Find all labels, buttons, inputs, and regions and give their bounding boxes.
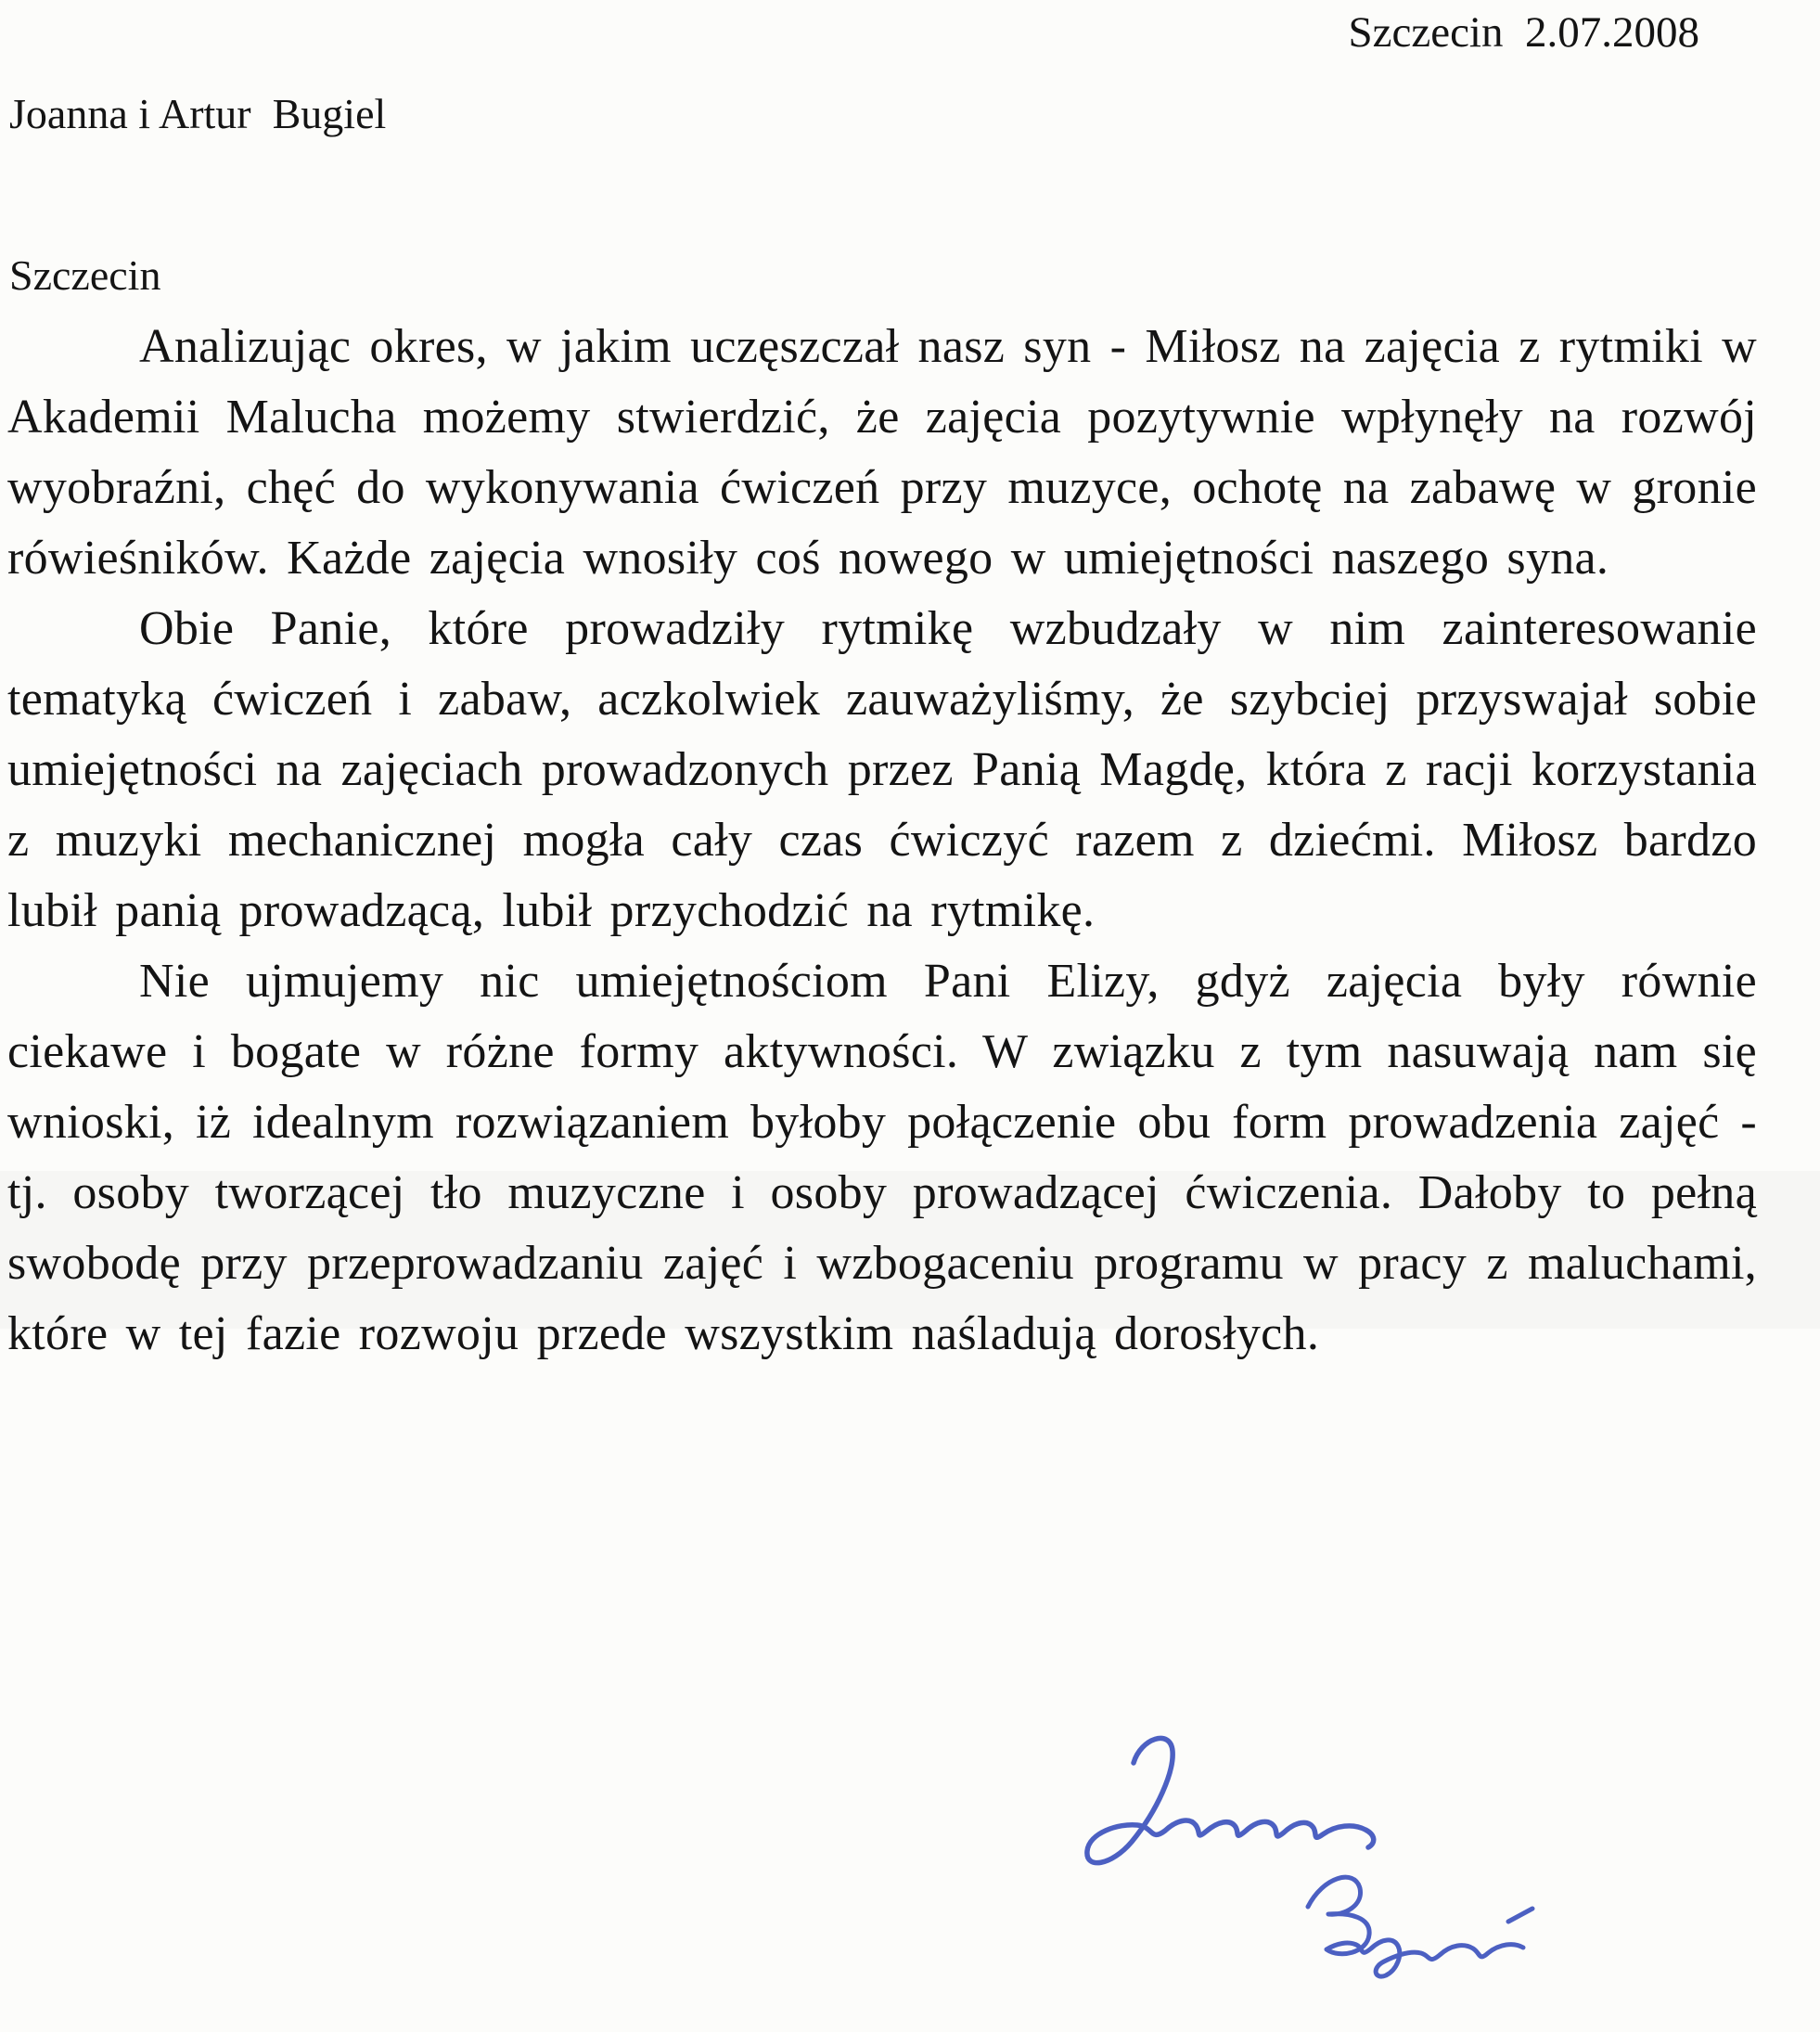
sender-names: Joanna i Artur Bugiel <box>9 90 387 137</box>
paragraph-3: Nie ujmujemy nic umiejętnościom Pani Elizy, gdyż zajęcia były równie ciekawe i bogate w różne formy aktywności. W związku z tym nasuwają nam się wnioski, iż idealnym rozwiązaniem byłoby połączenie obu form prowadzenia zajęć - tj. osoby tworzącej tło muzyczne i osoby prowadzącej ćwiczenia. Dałoby to pełną swobodę przy przeprowadzaniu zajęć i wzbogaceniu programu w pracy z maluchami, które w tej fazie rozwoju przede wszystkim naśladują dorosłych. <box>7 955 1757 1360</box>
letter-body <box>7 312 1757 1370</box>
signature-line1-joanna <box>1087 1738 1374 1862</box>
place-and-date: Szczecin 2.07.2008 <box>1348 8 1699 57</box>
signature-ink-svg <box>1030 1721 1605 2000</box>
signature-stroke-bugiel <box>1308 1877 1523 1976</box>
signature-line2-bugiel <box>1308 1877 1532 1976</box>
sender-city: Szczecin <box>9 251 161 299</box>
signature-accent-mark <box>1508 1909 1532 1922</box>
paragraph-2: Obie Panie, które prowadziły rytmikę wzbudzały w nim zainteresowanie tematyką ćwiczeń i zabaw, aczkolwiek zauważyliśmy, że szybciej przyswajał sobie umiejętności na zajęciach prowadzonych przez Panią Magdę, która z racji korzystania z muzyki mechanicznej mogła cały czas ćwiczyć razem z dziećmi. Miłosz bardzo lubił panią prowadzącą, lubił przychodzić na rytmikę. <box>7 602 1757 937</box>
signature-stroke-joanna <box>1087 1738 1374 1862</box>
handwritten-signature <box>1030 1721 1605 2000</box>
paragraph-1: Analizując okres, w jakim uczęszczał nasz syn - Miłosz na zajęcia z rytmiki w Akademii Malucha możemy stwierdzić, że zajęcia pozytywnie wpłynęły na rozwój wyobraźni, chęć do wykonywania ćwiczeń przy muzyce, ochotę na zabawę w gronie rówieśników. Każde zajęcia wnosiły coś nowego w umiejętności naszego syna. <box>7 320 1757 585</box>
